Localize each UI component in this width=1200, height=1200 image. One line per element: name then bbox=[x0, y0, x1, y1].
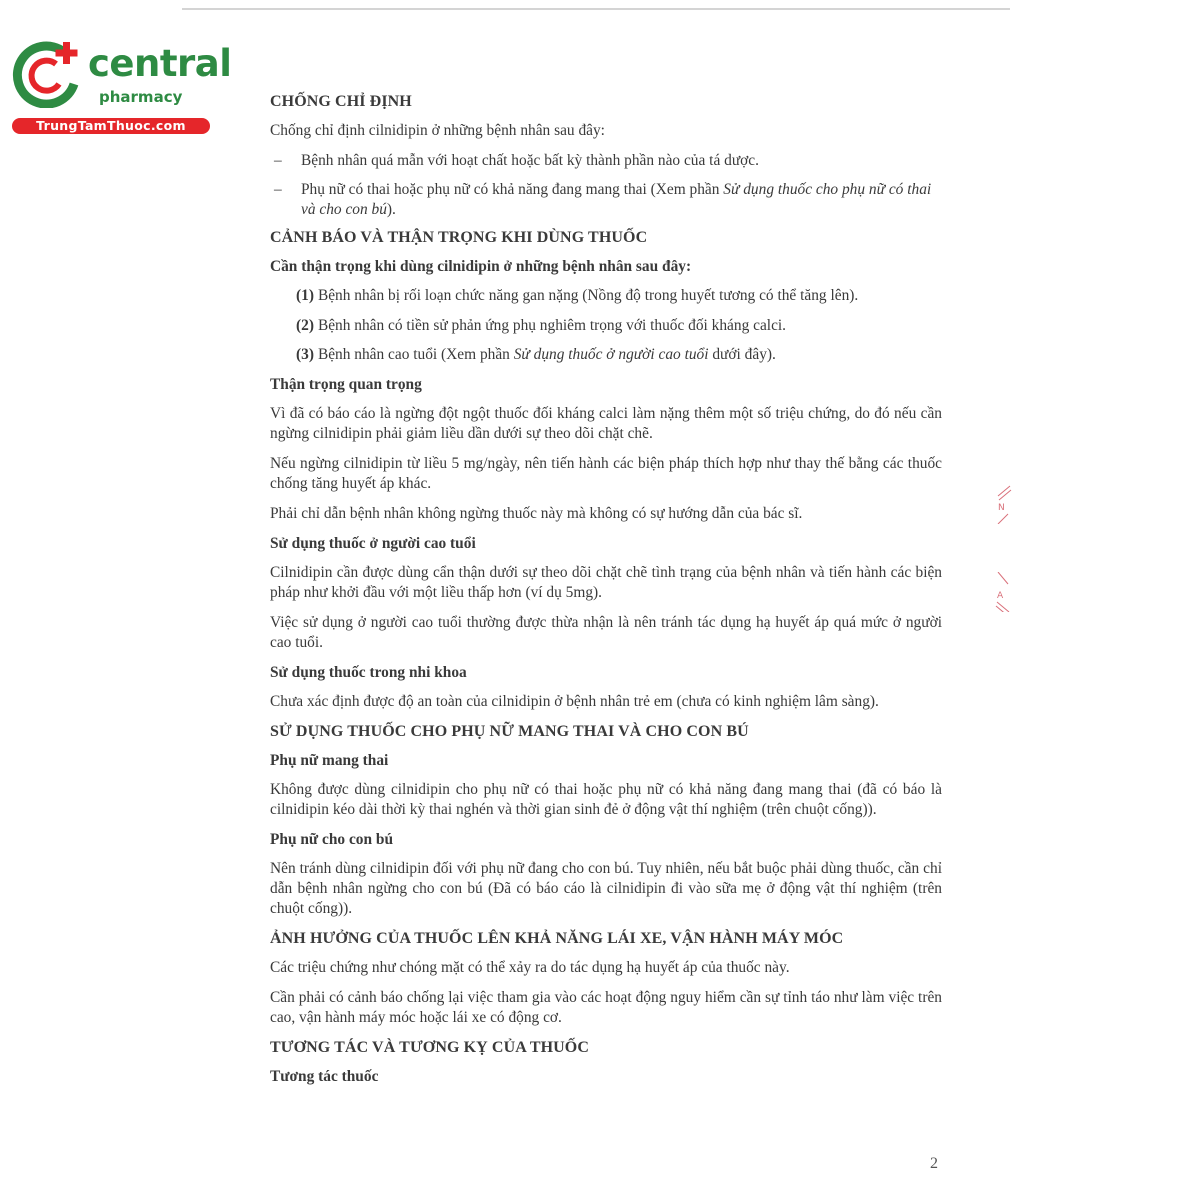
seal-stamp-fragment-icon bbox=[992, 572, 1012, 612]
warnings-subheading: Cần thận trọng khi dùng cilnidipin ở những bệnh nhân sau đây: bbox=[270, 258, 692, 275]
page-number: 2 bbox=[930, 1155, 938, 1172]
heading-elderly-use: Sử dụng thuốc ở người cao tuổi bbox=[270, 534, 476, 552]
paragraph: Nên tránh dùng cilnidipin đối với phụ nữ đang cho con bú. Tuy nhiên, nếu bắt buộc phải dùng thuốc, cần chỉ dẫn bệnh nhân ngừng cho con bú (Đã có báo cáo là cilnidipin đi vào sữa mẹ ở động vật thí nghiệm (trên chuột cống)). bbox=[270, 859, 942, 917]
heading-pediatric-use: Sử dụng thuốc trong nhi khoa bbox=[270, 663, 467, 681]
heading-warnings: CẢNH BÁO VÀ THẬN TRỌNG KHI DÙNG THUỐC bbox=[270, 229, 648, 246]
cross-reference: Sử dụng thuốc cho phụ nữ có thai và cho con bú bbox=[301, 181, 932, 218]
warning-item: (2) Bệnh nhân có tiền sử phản ứng phụ nghiêm trọng với thuốc đối kháng calci. bbox=[296, 316, 787, 334]
central-pharmacy-logo bbox=[10, 38, 232, 138]
paragraph: Cần phải có cảnh báo chống lại việc tham gia vào các hoạt động nguy hiểm cần sự tỉnh táo như làm việc trên cao, vận hành máy móc hoặc lái xe có động cơ. bbox=[270, 988, 942, 1026]
logo-website-link[interactable]: TrungTamThuoc.com bbox=[12, 118, 210, 134]
contraindication-item: – Bệnh nhân quá mẫn với hoạt chất hoặc bất kỳ thành phần nào của tá dược. bbox=[274, 152, 759, 169]
heading-interactions: TƯƠNG TÁC VÀ TƯƠNG KỴ CỦA THUỐC bbox=[270, 1038, 589, 1056]
svg-text:A: A bbox=[997, 591, 1004, 601]
contraindication-item: – Phụ nữ có thai hoặc phụ nữ có khả năng đang mang thai (Xem phần Sử dụng thuốc cho phụ nữ có thai và cho con bú). bbox=[274, 181, 932, 218]
warning-item: (3) Bệnh nhân cao tuổi (Xem phần Sử dụng thuốc ở người cao tuổi dưới đây). bbox=[296, 346, 776, 363]
heading-pregnant-women: Phụ nữ mang thai bbox=[270, 751, 389, 769]
document-body bbox=[270, 92, 942, 1096]
heading-lactating-women: Phụ nữ cho con bú bbox=[270, 830, 393, 848]
paragraph: Phải chỉ dẫn bệnh nhân không ngừng thuốc này mà không có sự hướng dẫn của bác sĩ. bbox=[270, 504, 803, 522]
logo-brand-text: central bbox=[88, 42, 232, 85]
paragraph: Việc sử dụng ở người cao tuổi thường được thừa nhận là nên tránh tác dụng hạ huyết áp quá mức ở người cao tuổi. bbox=[270, 613, 942, 651]
seal-stamp-fragment-icon bbox=[992, 484, 1012, 524]
heading-driving-effects: ẢNH HƯỞNG CỦA THUỐC LÊN KHẢ NĂNG LÁI XE, VẬN HÀNH MÁY MÓC bbox=[270, 929, 844, 947]
logo-sub-text: pharmacy bbox=[99, 88, 183, 106]
page-top-rule bbox=[182, 8, 1010, 10]
contraindications-intro: Chống chỉ định cilnidipin ở những bệnh nhân sau đây: bbox=[270, 122, 605, 139]
cross-reference: Sử dụng thuốc ở người cao tuổi bbox=[513, 346, 709, 363]
heading-pregnancy-lactation: SỬ DỤNG THUỐC CHO PHỤ NỮ MANG THAI VÀ CHO CON BÚ bbox=[270, 722, 749, 740]
paragraph: Các triệu chứng như chóng mặt có thể xảy ra do tác dụng hạ huyết áp của thuốc này. bbox=[270, 958, 790, 976]
paragraph: Nếu ngừng cilnidipin từ liều 5 mg/ngày, nên tiến hành các biện pháp thích hợp như thay thế bằng các thuốc chống tăng huyết áp khác. bbox=[270, 454, 942, 492]
paragraph: Vì đã có báo cáo là ngừng đột ngột thuốc đối kháng calci làm nặng thêm một số triệu chứng, do đó nếu cần ngừng cilnidipin phải giảm liều dần dưới sự theo dõi chặt chẽ. bbox=[270, 404, 942, 442]
warning-item: (1) Bệnh nhân bị rối loạn chức năng gan nặng (Nồng độ trong huyết tương có thể tăng lên). bbox=[296, 287, 859, 304]
pharmacy-cross-logo-icon bbox=[12, 38, 82, 108]
heading-contraindications: CHỐNG CHỈ ĐỊNH bbox=[270, 93, 412, 110]
paragraph: Không được dùng cilnidipin cho phụ nữ có thai hoặc phụ nữ có khả năng đang mang thai (đã có báo là cilnidipin kéo dài thời kỳ thai nghén và thời gian sinh đẻ ở động vật thí nghiệm (trên chuột cống)). bbox=[270, 780, 942, 818]
svg-text:N: N bbox=[998, 503, 1005, 513]
heading-important-precautions: Thận trọng quan trọng bbox=[270, 375, 422, 393]
heading-drug-interactions: Tương tác thuốc bbox=[270, 1067, 379, 1085]
paragraph: Chưa xác định được độ an toàn của cilnidipin ở bệnh nhân trẻ em (chưa có kinh nghiệm lâm sàng). bbox=[270, 692, 879, 710]
dash-bullet: – bbox=[274, 181, 282, 198]
dash-bullet: – bbox=[274, 152, 282, 169]
paragraph: Cilnidipin cần được dùng cẩn thận dưới sự theo dõi chặt chẽ tình trạng của bệnh nhân và tiến hành các biện pháp như khởi đầu với một liều thấp hơn (ví dụ 5mg). bbox=[270, 563, 942, 601]
